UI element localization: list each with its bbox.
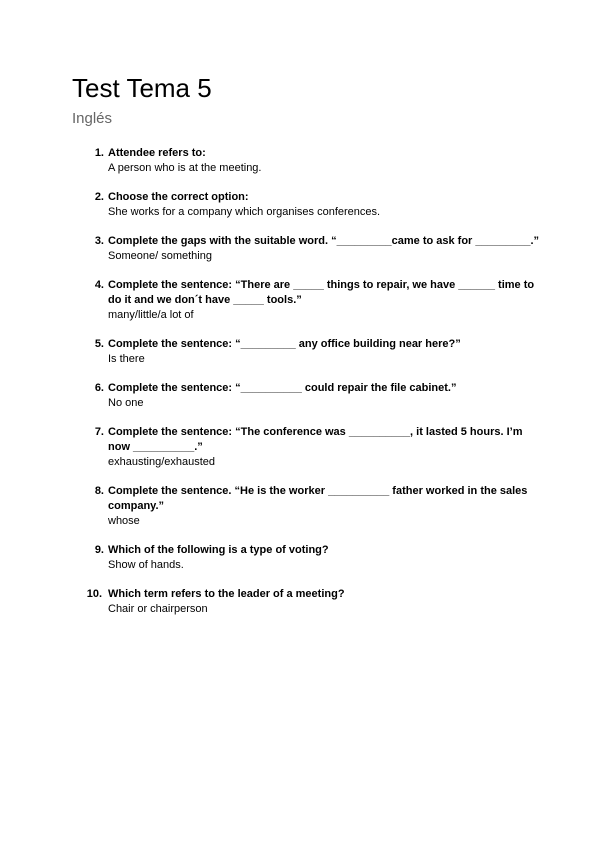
question-item (0, 146, 600, 176)
question-text: Which term refers to the leader of a meeting? (108, 588, 345, 600)
question-text: Complete the sentence. “He is the worker __________ father worked in the sales company.” (108, 485, 528, 512)
question-number: 6. (94, 382, 104, 394)
question-item (0, 234, 600, 264)
question-item (0, 190, 600, 220)
question-text: Complete the sentence: “The conference was __________, it lasted 5 hours. I’m now __________.” (108, 426, 523, 453)
question-item (0, 543, 600, 573)
question-text: Complete the sentence: “__________ could repair the file cabinet.” (108, 382, 457, 394)
question-answer: No one (108, 397, 144, 409)
question-answer: many/little/a lot of (108, 309, 194, 321)
question-number: 1. (94, 147, 104, 159)
document-subtitle: Inglés (72, 110, 113, 127)
question-item (0, 587, 600, 617)
question-item (0, 425, 600, 470)
question-answer: She works for a company which organises conferences. (108, 206, 381, 218)
question-item (0, 381, 600, 411)
question-item (0, 337, 600, 367)
question-text: Choose the correct option: (108, 191, 249, 203)
question-number: 8. (94, 485, 104, 497)
question-text: Which of the following is a type of voting? (108, 544, 329, 556)
question-text: Complete the sentence: “_________ any office building near here?” (108, 338, 461, 350)
question-item (0, 484, 600, 529)
question-number: 2. (94, 191, 104, 203)
question-answer: A person who is at the meeting. (108, 162, 262, 174)
question-text: Complete the sentence: “There are _____ things to repair, we have ______ time to do it and we don´t have _____ tools.” (108, 279, 535, 306)
question-answer: Show of hands. (108, 559, 184, 571)
question-text: Attendee refers to: (108, 147, 206, 159)
question-number: 3. (94, 235, 104, 247)
question-number: 4. (94, 279, 104, 291)
question-answer: Chair or chairperson (108, 603, 208, 615)
document-title: Test Tema 5 (72, 73, 212, 103)
question-answer: whose (108, 515, 140, 527)
question-answer: Is there (108, 353, 145, 365)
question-number: 7. (94, 426, 104, 438)
question-number: 9. (94, 544, 104, 556)
question-number: 5. (94, 338, 104, 350)
question-item (0, 278, 600, 323)
question-answer: exhausting/exhausted (108, 456, 216, 468)
question-list (0, 146, 600, 617)
question-answer: Someone/ something (108, 250, 212, 262)
question-number: 10. (86, 588, 102, 600)
question-text: Complete the gaps with the suitable word. “_________came to ask for _________.” (108, 235, 540, 247)
